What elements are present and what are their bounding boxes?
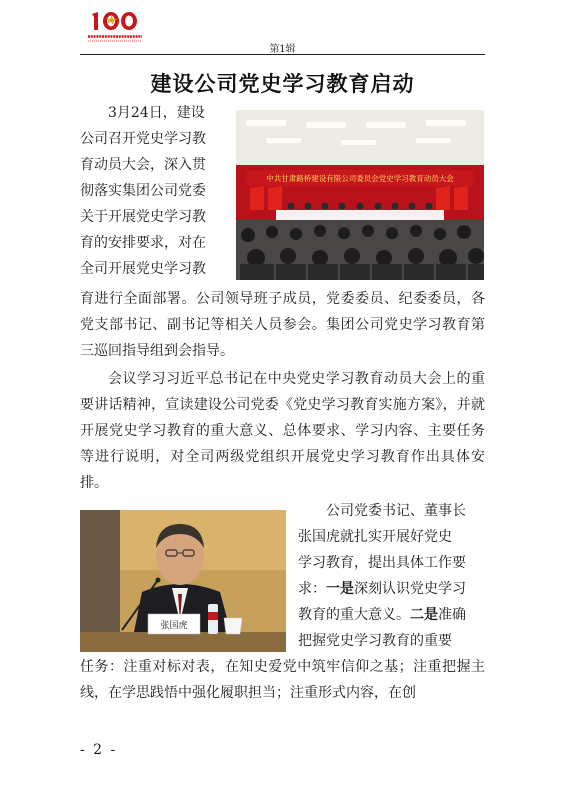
paragraph-1-line: 3月24日，建设	[80, 105, 205, 121]
point-one-marker: 一是	[326, 581, 354, 597]
meeting-hall-photo	[236, 110, 484, 280]
paragraph-1-line: 育的安排要求，对在	[80, 235, 206, 251]
paragraph-3-text: 求：	[298, 581, 326, 597]
paragraph-1-line: 彻落实集团公司党委	[80, 183, 206, 199]
paragraph-3-line: 把握党史学习教育的重要	[298, 633, 452, 649]
paragraph-3-line	[298, 576, 486, 602]
speaker-nameplate: 张国虎	[160, 621, 188, 631]
point-two-marker: 二是	[410, 607, 438, 623]
paragraph-1-wrap	[80, 100, 230, 282]
paragraph-1-line: 育动员大会，深入贯	[80, 157, 206, 173]
paragraph-3-text: 深刻认识党史学习	[354, 581, 466, 597]
paragraph-1-line: 公司召开党史学习教	[80, 131, 206, 147]
paragraph-3-text: 准确	[438, 607, 466, 623]
paragraph-2: 会议学习习近平总书记在中央党史学习教育动员大会上的重要讲话精神，宣读建设公司党委《党史学习教育实施方案》，并就开展党史学习教育的重大意义、总体要求、学习内容、主要任务等进行说明，对全司两级党组织开展党史学习教育作出具体安排。	[80, 371, 485, 491]
paragraph-3-continued: 任务：注重对标对表，在知史爱党中筑牢信仰之基；注重把握主线，在学思践悟中强化履职担当；注重形式内容，在创	[80, 659, 485, 701]
paragraph-1-continued: 育进行全面部署。公司领导班子成员，党委委员、纪委委员，各党支部书记、副书记等相关人员参会。集团公司党史学习教育第三巡回指导组到会指导。	[80, 291, 485, 359]
paragraph-3-line	[298, 602, 486, 628]
speaker-portrait-photo	[80, 510, 286, 652]
stage-banner: 中共甘肃路桥建设有限公司委员会党史学习教育动员大会	[266, 174, 454, 183]
paragraph-1-line: 关于开展党史学习教	[80, 209, 206, 225]
paragraph-3-line: 公司党委书记、董事长	[298, 503, 466, 519]
paragraph-3-line: 学习教育，提出具体工作要	[298, 555, 466, 571]
paragraph-3-wrap	[298, 498, 486, 654]
article-title: 建设公司党史学习教育启动	[150, 71, 415, 96]
header-divider	[80, 54, 485, 55]
paragraph-3-line: 张国虎就扎实开展好党史	[298, 529, 452, 545]
paragraph-3-text: 教育的重大意义。	[298, 607, 410, 623]
anniversary-logo	[84, 10, 146, 44]
issue-label: 第1辑	[269, 44, 296, 55]
page-number: - 2 -	[80, 742, 118, 758]
paragraph-1-line: 全司开展党史学习教	[80, 261, 206, 277]
